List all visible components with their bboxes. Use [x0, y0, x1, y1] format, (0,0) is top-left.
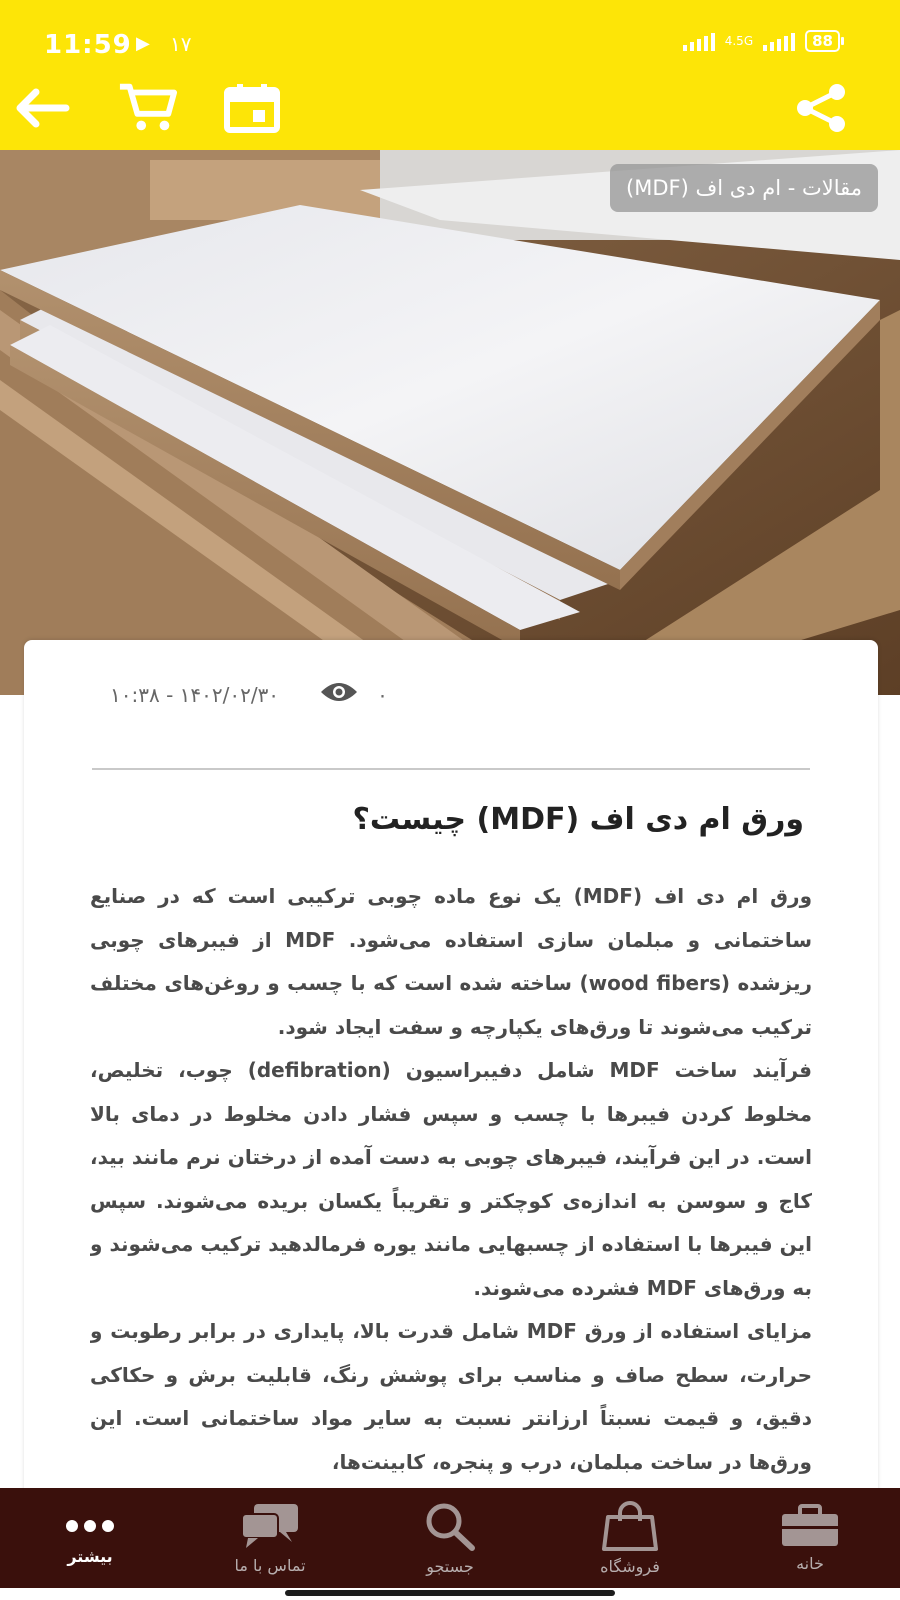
category-chip[interactable]: مقالات - ام دی اف (MDF)	[610, 164, 878, 212]
nav-item-shop[interactable]	[540, 1488, 720, 1588]
view-count: ۰	[377, 682, 388, 707]
article-paragraph: فرآیند ساخت MDF شامل دفیبراسیون (defibration) چوب، تخلیص، مخلوط کردن فیبرها با چسب و سپس فشار دادن مخلوط در دمای بالا است. در این فرآیند، فیبرهای چوبی به دست آمده از درختان نرم مانند بید، کاج و سوسن به اندازه‌ی کوچکتر و تقریباً یکسان بریده می‌شوند. سپس این فیبرها با استفاده از چسبهایی مانند یوره فرمالدهید ترکیب می‌شوند و به ورق‌های MDF فشرده می‌شوند.	[90, 1058, 812, 1300]
calendar-icon[interactable]	[222, 80, 282, 136]
article-hero-image	[0, 150, 900, 695]
battery-indicator: 88	[805, 30, 840, 52]
network-type: 4.5G	[724, 34, 754, 48]
nav-label-contact: تماس با ما	[234, 1555, 306, 1575]
shopping-bag-icon	[600, 1501, 660, 1551]
nav-label-search: جستجو	[426, 1556, 474, 1576]
signal-icon	[683, 31, 715, 51]
nav-item-more[interactable]	[0, 1488, 180, 1588]
article-meta	[110, 680, 388, 709]
notification-count: ۱۷	[170, 32, 192, 56]
article-paragraph: ورق ام دی اف (MDF) یک نوع ماده چوبی ترکیبی است که در صنایع ساختمانی و مبلمان سازی استفاده می‌شود. MDF از فیبرهای چوبی ریزشده (wood fibers) ساخته شده است که با چسب و روغن‌های مختلف ترکیب می‌شوند تا ورق‌های یکپارچه و سفت ایجاد شود.	[90, 884, 812, 1039]
chat-icon	[240, 1502, 300, 1550]
nav-label-more: بیشتر	[67, 1546, 113, 1566]
home-indicator[interactable]	[285, 1590, 615, 1596]
mdf-boards-illustration	[0, 150, 900, 695]
article-body	[90, 875, 812, 1475]
article-card	[24, 640, 878, 1500]
nav-item-home[interactable]	[720, 1488, 900, 1588]
status-indicators	[683, 30, 840, 52]
share-icon[interactable]	[792, 80, 852, 136]
meta-divider	[92, 768, 810, 770]
nav-label-shop: فروشگاه	[600, 1556, 660, 1576]
app-header	[0, 0, 900, 150]
cart-icon[interactable]	[118, 80, 178, 136]
nav-label-home: خانه	[796, 1553, 824, 1573]
briefcase-icon	[780, 1504, 840, 1548]
article-datetime: ۱۰:۳۸ - ۱۴۰۲/۰۲/۳۰	[110, 682, 280, 707]
more-icon	[60, 1511, 120, 1541]
back-arrow-icon[interactable]	[12, 80, 72, 136]
play-icon: ▶	[136, 33, 150, 54]
article-paragraph: مزایای استفاده از ورق MDF شامل قدرت بالا، پایداری در برابر رطوبت و حرارت، سطح صاف و مناسب برای پوشش رنگ، قابلیت برش و حکاکی دقیق، و قیمت نسبتاً ارزانتر نسبت به سایر مواد ساختمانی است. این ورق‌ها در ساخت مبلمان، درب و پنجره، کابینت‌ها،	[90, 1319, 812, 1474]
status-time: 11:59	[44, 30, 132, 60]
nav-item-contact[interactable]	[180, 1488, 360, 1588]
signal-icon-2	[763, 31, 795, 51]
eye-icon	[319, 680, 359, 709]
article-title: ورق ام دی اف (MDF) چیست؟	[352, 802, 804, 837]
search-icon	[424, 1501, 476, 1551]
nav-item-search[interactable]	[360, 1488, 540, 1588]
bottom-navigation	[0, 1488, 900, 1588]
